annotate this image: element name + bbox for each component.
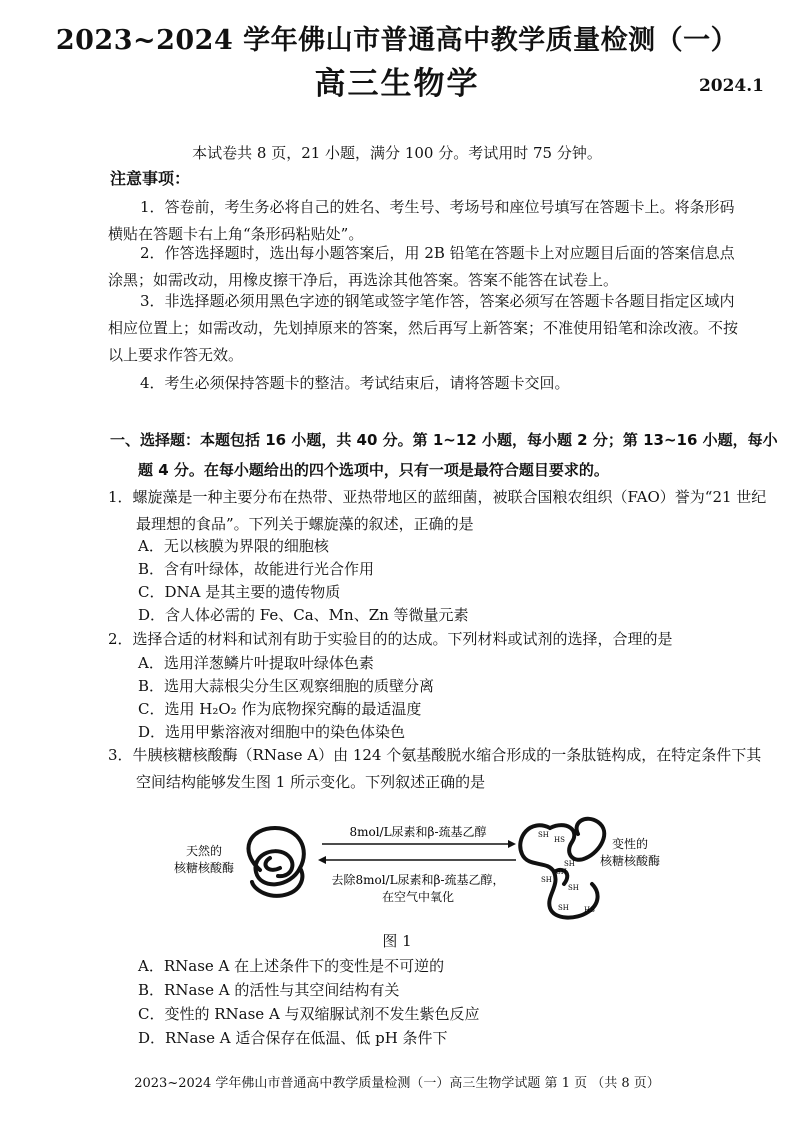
q3-option-b: B．RNase A 的活性与其空间结构有关 — [138, 981, 400, 999]
page-footer: 2023~2024 学年佛山市普通高中教学质量检测（一）高三生物学试题 第 1 页 （共 8 页） — [134, 1076, 660, 1091]
native-enzyme-drawing — [248, 828, 303, 896]
figure-1 — [160, 808, 660, 928]
question-3-stem: 3．牛胰核糖核酸酶（RNase A）由 124 个氨基酸脱水缩合形成的一条肽链构成，在特定条件下其空间结构能够发生图 1 所示变化。下列叙述正确的是 — [108, 746, 762, 791]
reverse-arrow-label-2: 在空气中氧化 — [381, 890, 455, 904]
hs-label-1: HS — [554, 836, 565, 844]
q2-option-c: C．选用 H₂O₂ 作为底物探究酶的最适温度 — [138, 700, 422, 718]
q1-option-d: D．含人体必需的 Fe、Ca、Mn、Zn 等微量元素 — [138, 606, 469, 624]
q2-option-a: A．选用洋葱鳞片叶提取叶绿体色素 — [138, 654, 374, 672]
sh-label-5: SH — [568, 884, 579, 892]
hs-label-2: HS — [584, 906, 595, 914]
figure-1-svg — [160, 808, 660, 928]
sh-label-2: SH — [564, 860, 575, 868]
exam-intro: 本试卷共 8 页，21 小题，满分 100 分。考试用时 75 分钟。 — [192, 144, 602, 162]
q1-option-c: C．DNA 是其主要的遗传物质 — [138, 583, 341, 601]
q3-option-d: D．RNase A 适合保存在低温、低 pH 条件下 — [138, 1029, 448, 1047]
exam-date: 2024.1 — [698, 76, 764, 96]
exam-subject: 高三生物学 — [314, 66, 480, 102]
reverse-arrow-label-1: 去除8mol/L尿素和β-巯基乙醇， — [331, 873, 505, 887]
denatured-label-2: 核糖核酸酶 — [599, 854, 660, 868]
notice-item-2: 2．作答选择题时，选出每小题答案后，用 2B 铅笔在答题卡上对应题目后面的答案信息点涂黑；如需改动，用橡皮擦干净后，再选涂其他答案。答案不能答在试卷上。 — [108, 244, 735, 289]
notice-heading: 注意事项： — [110, 169, 191, 188]
q3-option-a: A．RNase A 在上述条件下的变性是不可逆的 — [138, 957, 445, 975]
question-2-stem: 2．选择合适的材料和试剂有助于实验目的的达成。下列材料或试剂的选择，合理的是 — [108, 630, 673, 648]
sh-label-1: SH — [538, 831, 549, 839]
sh-label-4: SH — [541, 876, 552, 884]
reverse-arrowhead — [318, 856, 326, 864]
forward-arrowhead — [508, 840, 516, 848]
exam-title: 2023~2024 学年佛山市普通高中教学质量检测（一） — [55, 25, 739, 56]
sh-label-6: SH — [558, 904, 569, 912]
q2-option-d: D．选用甲紫溶液对细胞中的染色体染色 — [138, 723, 406, 741]
native-label-1: 天然的 — [185, 844, 223, 858]
native-label-2: 核糖核酸酶 — [173, 861, 235, 875]
sh-label-3: SH — [556, 868, 567, 876]
q1-option-a: A．无以核膜为界限的细胞核 — [138, 537, 329, 555]
q2-option-b: B．选用大蒜根尖分生区观察细胞的质壁分离 — [138, 677, 435, 695]
section-heading: 一、选择题：本题包括 16 小题，共 40 分。第 1~12 小题，每小题 2 分；第 13~16 小题，每小题 4 分。在每小题给出的四个选项中，只有一项是最符合题目要求的。 — [110, 431, 778, 479]
forward-arrow-label: 8mol/L尿素和β-巯基乙醇 — [349, 825, 487, 839]
q1-option-b: B．含有叶绿体，故能进行光合作用 — [138, 560, 375, 578]
notice-item-4: 4．考生必须保持答题卡的整洁。考试结束后，请将答题卡交回。 — [140, 374, 570, 392]
q3-option-c: C．变性的 RNase A 与双缩脲试剂不发生紫色反应 — [138, 1005, 480, 1023]
figure-1-caption: 图 1 — [382, 932, 412, 950]
notice-item-1: 1．答卷前，考生务必将自己的姓名、考生号、考场号和座位号填写在答题卡上。将条形码横贴在答题卡右上角“条形码粘贴处”。 — [108, 198, 735, 243]
question-1-stem: 1．螺旋藻是一种主要分布在热带、亚热带地区的蓝细菌，被联合国粮农组织（FAO）誉为“21 世纪最理想的食品”。下列关于螺旋藻的叙述，正确的是 — [108, 488, 767, 533]
denatured-label-1: 变性的 — [611, 837, 649, 851]
notice-item-3: 3．非选择题必须用黑色字迹的钢笔或签字笔作答，答案必须写在答题卡各题目指定区域内相应位置上；如需改动，先划掉原来的答案，然后再写上新答案；不准使用铅笔和涂改液。不按以上要求作答无效。 — [108, 292, 739, 364]
